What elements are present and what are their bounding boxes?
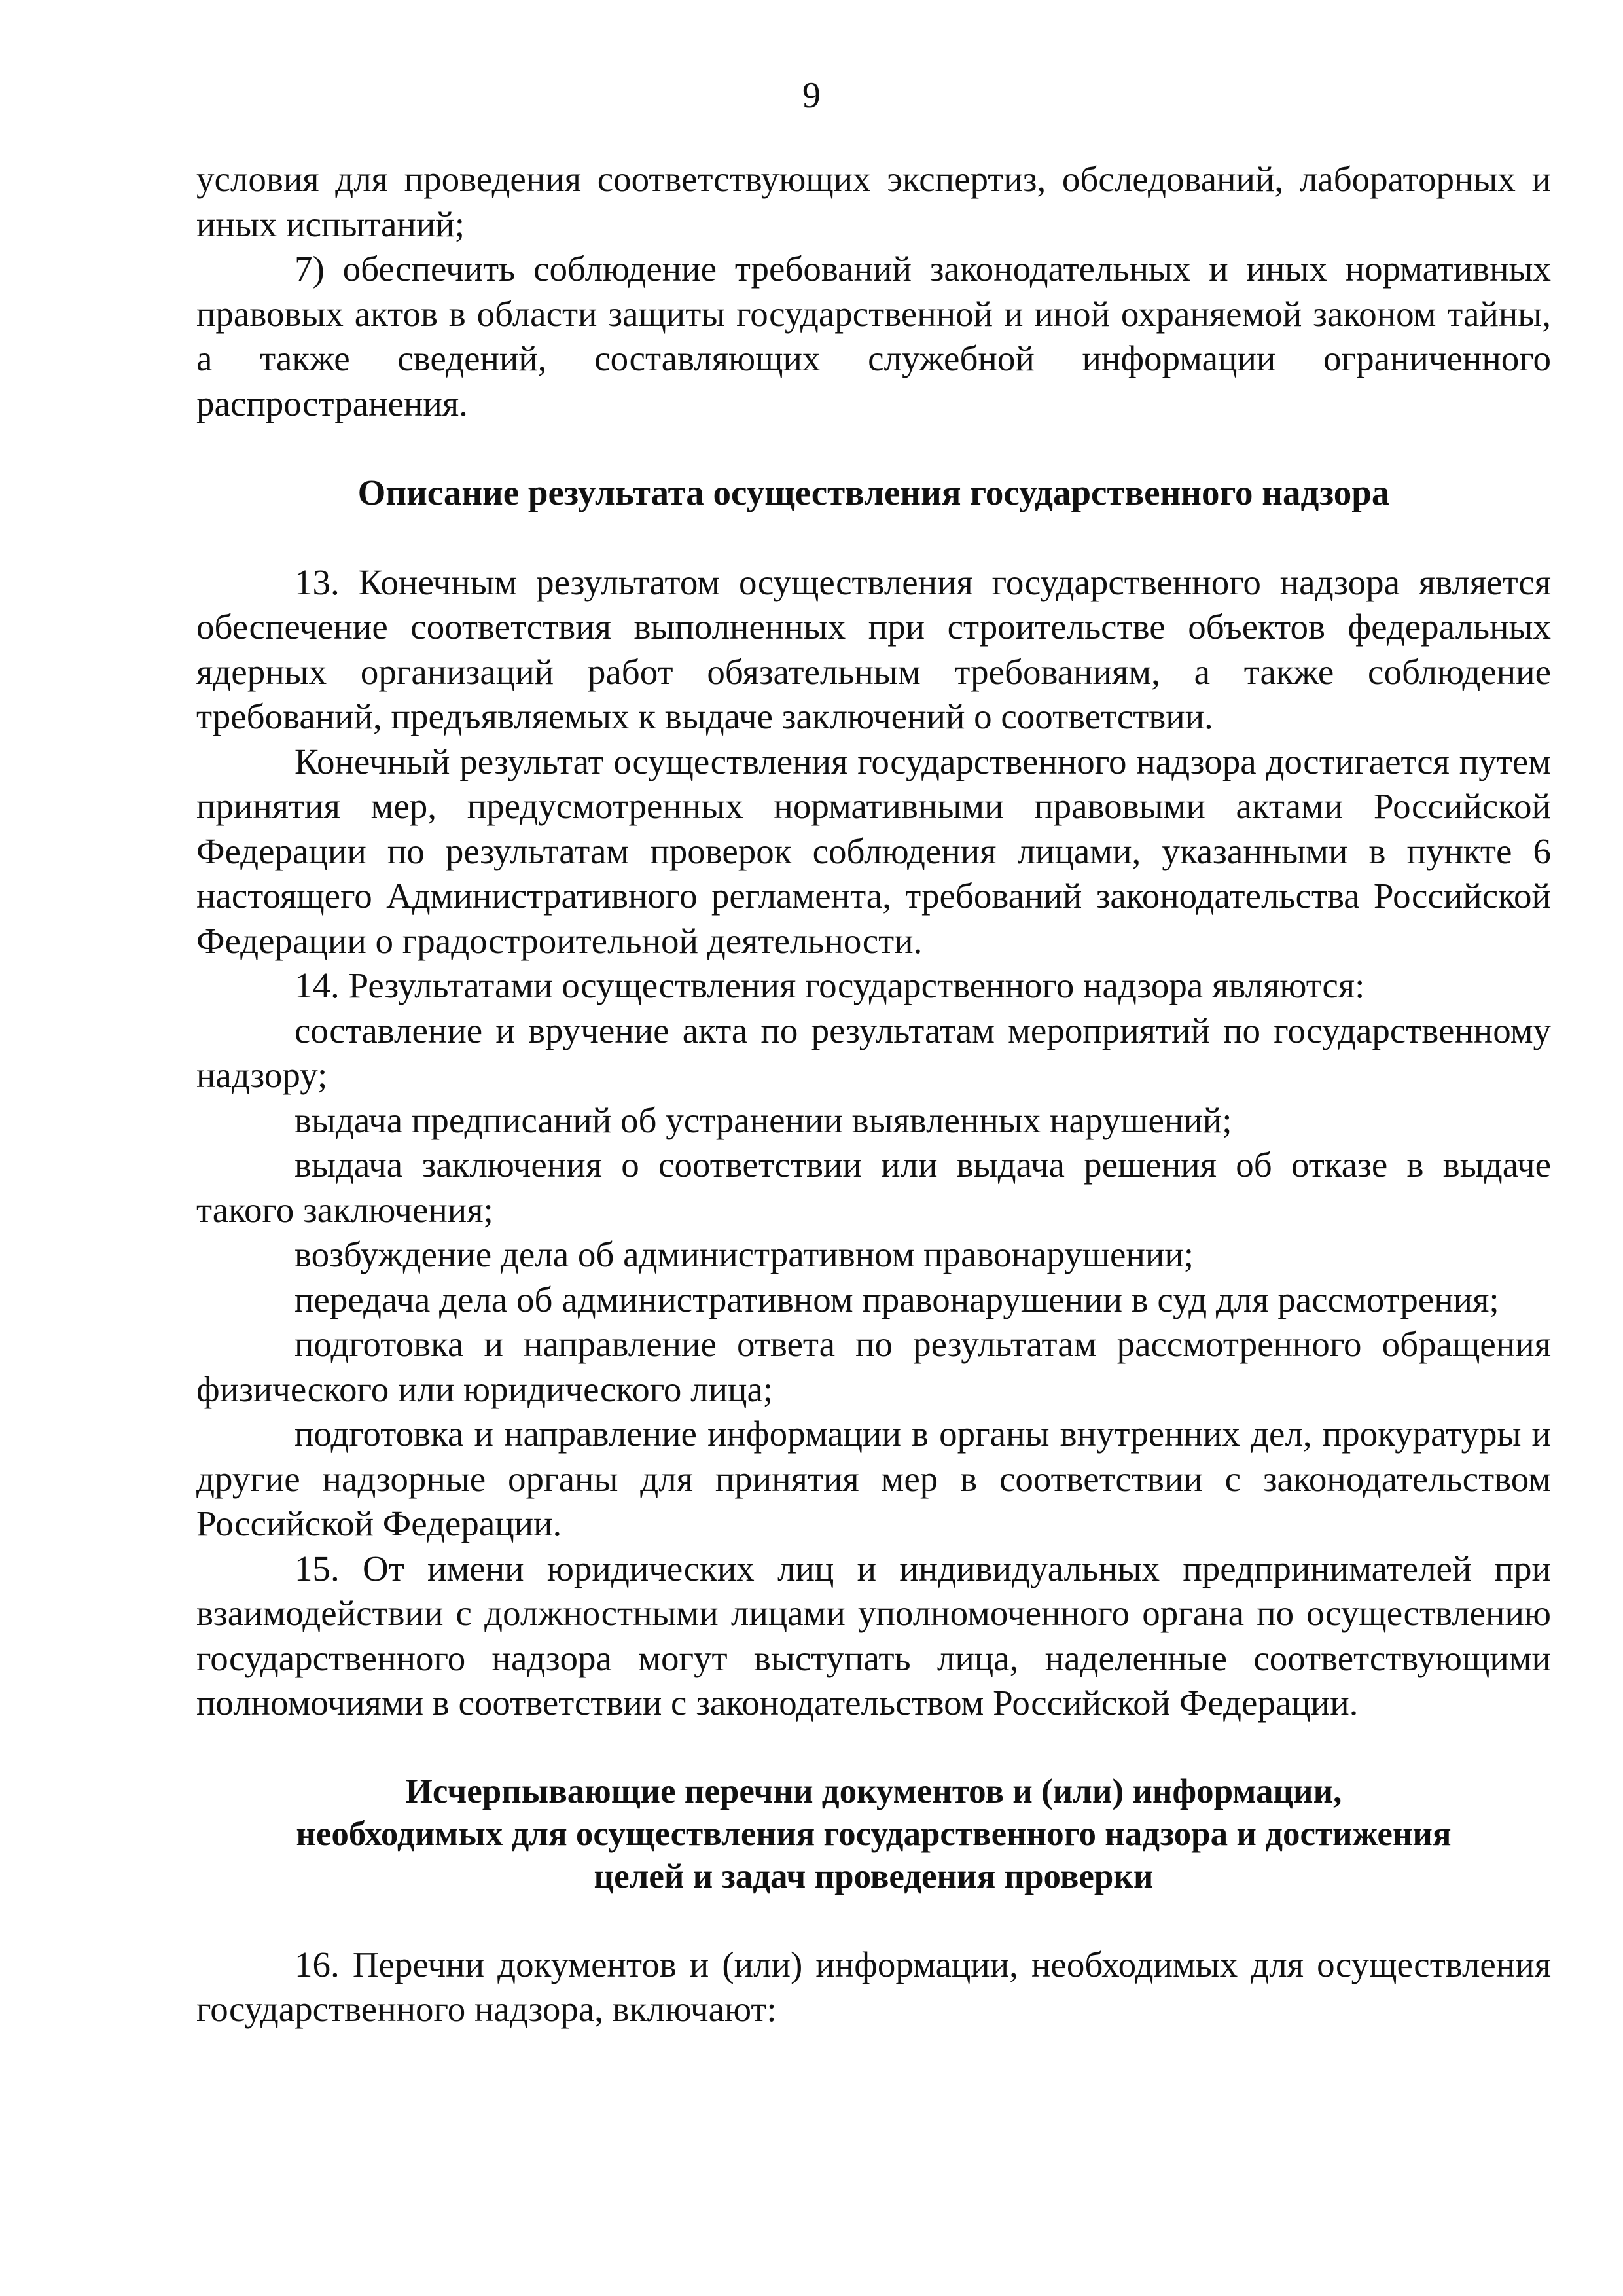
section-heading-result: Описание результата осуществления государственного надзора — [357, 473, 1390, 512]
list-item-act: составление и вручение акта по результатам мероприятий по государственному надзору; — [196, 1010, 1551, 1095]
paragraph-16: 16. Перечни документов и (или) информации, необходимых для осуществления государственного надзора, включают: — [196, 1944, 1551, 2029]
paragraph-15: 15. От имени юридических лиц и индивидуальных предпринимателей при взаимодействии с должностными лицами уполномоченного органа по осуществлению государственного надзора могут выступать лица, наделенные соответствующими полномочиями в соответствии с законодательством Российской Федерации. — [196, 1548, 1551, 1723]
paragraph-continuation: условия для проведения соответствующих экспертиз, обследований, лабораторных и иных испытаний; — [196, 159, 1551, 244]
paragraph-item-7: 7) обеспечить соблюдение требований законодательных и иных нормативных правовых актов в области защиты государственной и иной охраняемой законом тайны, а также сведений, составляющих служебной информации ограниченного распространения. — [196, 249, 1551, 423]
page-number: 9 — [802, 75, 821, 116]
section-result-body — [196, 560, 1551, 1726]
section-documents-body — [196, 1943, 1551, 2032]
list-item-information-transfer: подготовка и направление информации в органы внутренних дел, прокуратуры и другие надзорные органы для принятия мер в соответствии с законодательством Российской Федерации. — [196, 1414, 1551, 1543]
list-item-case-initiation: возбуждение дела об административном правонарушении; — [294, 1234, 1194, 1274]
heading-line: целей и задач проведения проверки — [594, 1857, 1154, 1895]
paragraph-14: 14. Результатами осуществления государственного надзора являются: — [294, 965, 1365, 1005]
list-item-conclusion: выдача заключения о соответствии или выдача решения об отказе в выдаче такого заключения; — [196, 1145, 1551, 1230]
paragraph-13: 13. Конечным результатом осуществления государственного надзора является обеспечение соответствия выполненных при строительстве объектов федеральных ядерных организаций работ обязательным требованиям, а также соблюдение требований, предъявляемых к выдаче заключений о соответствии. — [196, 562, 1551, 736]
paragraph-final-result: Конечный результат осуществления государственного надзора достигается путем принятия мер, предусмотренных нормативными правовыми актами Российской Федерации по результатам проверок соблюдения лицами, указанными в пункте 6 настоящего Административного регламента, требований законодательства Российской Федерации о градостроительной деятельности. — [196, 741, 1551, 961]
list-item-case-transfer: передача дела об административном правонарушении в суд для рассмотрения; — [294, 1279, 1499, 1319]
document-body — [196, 157, 1551, 2032]
heading-line: Исчерпывающие перечни документов и (или) информации, — [405, 1772, 1342, 1810]
list-item-appeal-response: подготовка и направление ответа по результатам рассмотренного обращения физического или юридического лица; — [196, 1324, 1551, 1409]
section-heading-documents — [196, 1770, 1551, 1898]
list-item-prescriptions: выдача предписаний об устранении выявленных нарушений; — [294, 1100, 1232, 1140]
heading-line: необходимых для осуществления государственного надзора и достижения — [296, 1814, 1452, 1853]
